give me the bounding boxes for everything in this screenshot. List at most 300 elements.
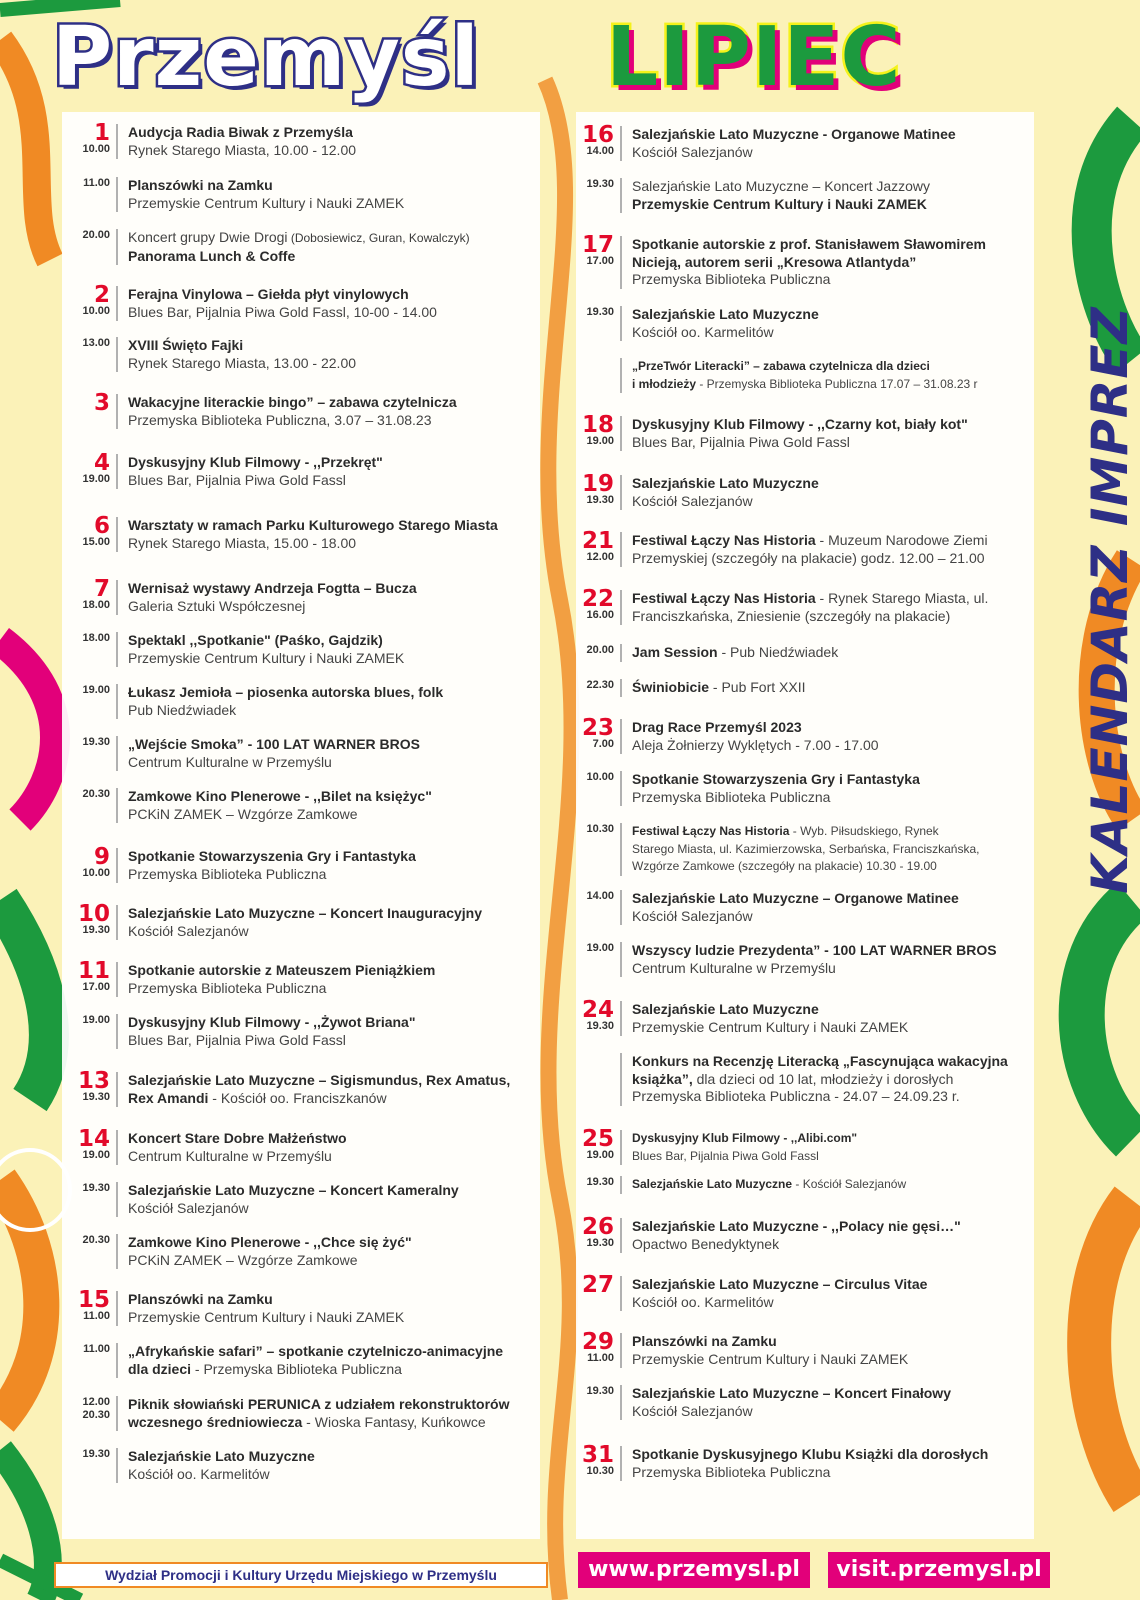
separator-line [620, 532, 622, 567]
event-time: 18.00 [82, 599, 110, 611]
event-title-line [128, 286, 437, 304]
event-time: 20.30 [82, 1234, 110, 1246]
separator-line [116, 1343, 118, 1378]
event-item [62, 513, 537, 552]
event-text [128, 848, 416, 883]
date-cell [62, 120, 116, 159]
event-time: 19.30 [586, 306, 614, 318]
date-cell [62, 1126, 116, 1165]
event-title-line [128, 1291, 404, 1309]
event-text [632, 306, 819, 341]
event-location: Kościół Salezjanów [128, 1199, 249, 1216]
event-time: 14.00 [586, 890, 614, 902]
event-location: Przemyskie Centrum Kultury i Nauki ZAMEK [632, 1018, 909, 1035]
event-title: Wakacyjne literackie bingo” – zabawa czytelnicza [128, 394, 457, 410]
event-title-2: Panorama Lunch & Coffe [128, 247, 296, 264]
date-cell [566, 715, 620, 754]
date-cell [62, 632, 116, 667]
event-time: 19.30 [82, 1448, 110, 1460]
event-title-line-2 [632, 376, 978, 394]
event-time-2: 20.30 [82, 1409, 110, 1421]
event-item [566, 232, 1046, 289]
event-text [128, 1343, 503, 1378]
event-time: 11.00 [587, 1352, 614, 1364]
event-title-line [632, 1276, 927, 1294]
event-title: Planszówki na Zamku [128, 1291, 273, 1307]
event-day: 3 [93, 390, 110, 416]
city-title: Przemyśl [52, 10, 480, 105]
event-time: 10.00 [586, 771, 614, 783]
event-item [566, 997, 1046, 1036]
event-item [62, 1448, 537, 1483]
event-title: Dyskusyjny Klub Filmowy - ,,Alibi.com" [632, 1131, 858, 1145]
event-title: Świniobicie [632, 679, 710, 695]
event-title-line [128, 848, 416, 866]
event-location: Rynek Starego Miasta, 10.00 - 12.00 [128, 141, 357, 158]
event-title-2: książka”, [632, 1070, 693, 1087]
event-location-2: Wzgórze Zamkowe (szczegóły na plakacie) 10.30 - 19.00 [632, 859, 937, 873]
date-cell [566, 823, 620, 876]
event-title-line [128, 1014, 415, 1032]
event-item [566, 942, 1046, 977]
event-text [128, 736, 420, 771]
date-cell [62, 1182, 116, 1217]
event-day: 23 [581, 715, 614, 741]
event-text [632, 1001, 908, 1036]
event-item [566, 1329, 1046, 1368]
event-location: Kościół oo. Karmelitów [632, 323, 774, 340]
event-day: 11 [77, 958, 110, 984]
date-cell [566, 1176, 620, 1194]
event-item [566, 644, 1046, 662]
event-detail: - Przemyska Biblioteka Publiczna 17.07 – 31.08.23 r [696, 376, 978, 391]
separator-line [116, 580, 118, 615]
event-item [62, 736, 537, 771]
event-location: Blues Bar, Pijalnia Piwa Gold Fassl, 10-00 - 14.00 [128, 303, 437, 320]
event-text [128, 1182, 459, 1217]
event-text [632, 890, 959, 925]
separator-line [116, 736, 118, 771]
event-title-line [632, 475, 819, 493]
event-text [128, 124, 356, 159]
event-item [62, 844, 537, 883]
event-text [128, 632, 404, 667]
event-item [62, 684, 537, 719]
event-name: Koncert grupy Dwie Drogi [128, 229, 288, 245]
event-title-line [632, 1053, 1008, 1071]
event-day: 9 [93, 844, 110, 870]
event-detail: - Wyb. Piłsudskiego, Rynek [789, 824, 939, 838]
event-text [128, 229, 470, 265]
website-link[interactable]: www.przemysl.pl [578, 1552, 810, 1588]
event-title: Dyskusyjny Klub Filmowy - ,,Czarny kot, biały kot" [632, 416, 968, 432]
event-title-line [128, 905, 482, 923]
event-title: Spotkanie Stowarzyszenia Gry i Fantastyka [128, 848, 416, 864]
event-item [566, 122, 1046, 161]
event-title: Salezjańskie Lato Muzyczne [128, 1448, 315, 1464]
event-item [566, 412, 1046, 451]
event-day: 2 [93, 282, 110, 308]
event-detail: - Kościół oo. Franciszkanów [208, 1089, 387, 1106]
event-day: 26 [581, 1214, 614, 1240]
event-title: Festiwal Łączy Nas Historia [632, 532, 816, 548]
event-location: Blues Bar, Pijalnia Piwa Gold Fassl [128, 471, 346, 488]
separator-line [116, 684, 118, 719]
separator-line [116, 1130, 118, 1165]
event-text [632, 236, 986, 289]
event-title-line [128, 1234, 412, 1252]
event-title: Wszyscy ludzie Prezydenta” - 100 LAT WARNER BROS [632, 942, 997, 958]
separator-line [116, 394, 118, 429]
event-time: 19.30 [586, 1237, 614, 1249]
event-title: Salezjańskie Lato Muzyczne – Sigismundus, Rex Amatus, [128, 1072, 511, 1088]
event-detail: - Pub Fort XXII [709, 679, 806, 695]
event-title-line [128, 394, 457, 412]
event-title: Łukasz Jemioła – piosenka autorska blues, folk [128, 684, 444, 700]
event-time: 19.30 [82, 924, 110, 936]
date-cell [62, 1287, 116, 1326]
event-title-line [632, 236, 986, 254]
event-location: Centrum Kulturalne w Przemyślu [128, 753, 332, 770]
event-text [128, 177, 404, 212]
event-title-line-2 [128, 1361, 503, 1379]
separator-line [620, 1333, 622, 1368]
event-location: Kościół oo. Karmelitów [128, 1465, 270, 1482]
separator-line [620, 590, 622, 625]
separator-line [116, 1072, 118, 1107]
event-time: 20.00 [82, 229, 110, 241]
event-time: 19.00 [82, 684, 110, 696]
separator-line [116, 1291, 118, 1326]
event-day: 10 [77, 901, 110, 927]
event-title-line [632, 358, 978, 376]
separator-line [116, 905, 118, 940]
event-title-line-2 [632, 254, 986, 272]
event-text [632, 1385, 951, 1420]
event-day: 13 [77, 1068, 110, 1094]
event-title: Warsztaty w ramach Parku Kulturowego Starego Miasta [128, 517, 498, 533]
event-title-line [632, 532, 988, 550]
event-time: 20.00 [586, 644, 614, 656]
event-title: Jam Session [632, 644, 718, 660]
event-item [566, 471, 1046, 510]
event-text [632, 416, 968, 451]
event-item [566, 771, 1046, 806]
separator-line [116, 229, 118, 265]
event-time: 19.00 [586, 1149, 614, 1161]
event-detail: - Pub Niedźwiadek [717, 644, 839, 660]
event-title-line [632, 823, 979, 841]
separator-line [116, 1182, 118, 1217]
event-title-line [128, 177, 404, 195]
event-text [632, 679, 806, 697]
event-detail: - Rynek Starego Miasta, ul. [815, 590, 989, 606]
event-time: 11.00 [83, 177, 110, 189]
event-title-line-2 [632, 1071, 1008, 1089]
separator-line [620, 475, 622, 510]
event-title-line-2 [128, 1414, 509, 1432]
event-location: PCKiN ZAMEK – Wzgórze Zamkowe [128, 805, 358, 822]
event-item [566, 823, 1046, 876]
date-cell [62, 958, 116, 997]
date-cell [62, 337, 116, 372]
event-text [128, 1072, 510, 1107]
event-day: 15 [77, 1287, 110, 1313]
event-title: Ferajna Vinylowa – Giełda płyt vinylowych [128, 286, 409, 302]
event-title-2: dla dzieci [128, 1360, 192, 1377]
event-item [566, 715, 1046, 754]
event-location: Aleja Żołnierzy Wyklętych - 7.00 - 17.00 [632, 736, 879, 753]
event-item [566, 1126, 1046, 1165]
event-text [128, 394, 457, 429]
separator-line [620, 416, 622, 451]
event-text [632, 1053, 1008, 1106]
event-title: Drag Race Przemyśl 2023 [632, 719, 802, 735]
event-location: Przemyska Biblioteka Publiczna [632, 271, 831, 287]
event-title: Zamkowe Kino Plenerowe - ,,Bilet na księżyc" [128, 788, 432, 804]
event-location: Kościół Salezjanów [128, 922, 249, 939]
event-item [62, 901, 537, 940]
event-text [632, 178, 930, 213]
date-cell [62, 844, 116, 883]
date-cell [62, 390, 116, 429]
event-time: 19.00 [82, 473, 110, 485]
event-title-2: Rex Amandi [128, 1089, 209, 1106]
event-title-line [632, 771, 920, 789]
event-detail: - Wioska Fantasy, Kuńkowce [302, 1413, 486, 1430]
event-title-2: wczesnego średniowiecza [128, 1413, 303, 1430]
event-time: 13.00 [82, 337, 110, 349]
event-text [632, 1276, 927, 1311]
event-title: Spotkanie Stowarzyszenia Gry i Fantastyka [632, 771, 920, 787]
date-cell [566, 679, 620, 697]
event-title: Salezjańskie Lato Muzyczne – Koncert Kameralny [128, 1182, 459, 1198]
separator-line [116, 632, 118, 667]
date-cell [566, 528, 620, 567]
event-title-line [632, 1176, 906, 1194]
date-cell [62, 901, 116, 940]
event-item [566, 358, 1046, 393]
month-title: LIPIEC [606, 10, 902, 105]
date-cell [62, 282, 116, 321]
event-text [128, 905, 482, 940]
separator-line [620, 942, 622, 977]
event-text [128, 962, 435, 997]
event-title: Planszówki na Zamku [128, 177, 273, 193]
event-location: Przemyska Biblioteka Publiczna [632, 1463, 831, 1480]
event-title: Piknik słowiański PERUNICA z udziałem rekonstruktorów [128, 1396, 510, 1412]
event-location: Kościół Salezjanów [632, 143, 753, 160]
event-item [62, 177, 537, 212]
separator-line [620, 1446, 622, 1481]
event-title-line [128, 580, 417, 598]
separator-line [620, 771, 622, 806]
event-title: „PrzeTwór Literacki” – zabawa czytelnicza dla dzieci [632, 359, 930, 373]
footer-organizer: Wydział Promocji i Kultury Urzędu Miejskiego w Przemyślu [54, 1562, 548, 1588]
event-day: 17 [581, 232, 614, 258]
date-cell [62, 450, 116, 489]
event-title: Konkurs na Recenzję Literacką „Fascynująca wakacyjna [632, 1053, 1008, 1069]
event-title-line-2 [632, 196, 930, 214]
event-item [62, 1396, 537, 1431]
event-title-line [128, 1072, 510, 1090]
date-cell [566, 122, 620, 161]
event-time: 12.00 [586, 551, 614, 563]
separator-line [116, 1234, 118, 1269]
event-item [566, 679, 1046, 697]
event-time: 19.30 [82, 736, 110, 748]
event-title-line [632, 644, 838, 662]
event-detail: - Muzeum Narodowe Ziemi [815, 532, 988, 548]
event-item [566, 1214, 1046, 1253]
event-time: 10.00 [82, 143, 110, 155]
event-time: 20.30 [82, 788, 110, 800]
event-text [632, 1176, 906, 1194]
event-detail: - Kościół Salezjanów [792, 1177, 907, 1191]
event-location: Blues Bar, Pijalnia Piwa Gold Fassl [128, 1031, 346, 1048]
separator-line [116, 337, 118, 372]
event-location: Przemyska Biblioteka Publiczna [128, 865, 327, 882]
separator-line [620, 178, 622, 213]
event-item [566, 1176, 1046, 1194]
event-title-line [632, 1130, 857, 1148]
event-time: 10.00 [82, 305, 110, 317]
event-time: 10.30 [586, 823, 614, 835]
event-location: Franciszkańska, Zniesienie (szczegóły na plakacie) [632, 607, 951, 624]
event-title-2: Nicieją, autorem serii „Kresowa Atlantyda” [632, 253, 917, 270]
event-title-line [128, 229, 470, 248]
date-cell [62, 576, 116, 615]
event-location: Blues Bar, Pijalnia Piwa Gold Fassl [632, 433, 850, 450]
event-location: Starego Miasta, ul. Kazimierzowska, Serbańska, Franciszkańska, [632, 841, 980, 856]
event-title: Spotkanie Dyskusyjnego Klubu Książki dla dorosłych [632, 1446, 989, 1462]
event-day: 14 [77, 1126, 110, 1152]
visit-website-link[interactable]: visit.przemysl.pl [828, 1552, 1050, 1588]
date-cell [566, 358, 620, 393]
event-day: 4 [93, 450, 110, 476]
event-title: Koncert Stare Dobre Małżeństwo [128, 1130, 347, 1146]
event-location: Kościół Salezjanów [632, 907, 753, 924]
event-time: 22.30 [586, 679, 614, 691]
event-title: Spotkanie autorskie z Mateuszem Pieniążkiem [128, 962, 436, 978]
date-cell [566, 586, 620, 625]
event-text [632, 644, 838, 662]
event-item [566, 306, 1046, 341]
event-location: Opactwo Benedyktynek [632, 1235, 780, 1252]
event-item [62, 576, 537, 615]
event-title: Dyskusyjny Klub Filmowy - ,,Przekręt" [128, 454, 383, 470]
event-day: 1 [93, 120, 110, 146]
separator-line [116, 848, 118, 883]
event-time: 12.00 [82, 1396, 110, 1408]
event-location: Pub Niedźwiadek [128, 701, 237, 718]
date-cell [566, 890, 620, 925]
date-cell [62, 788, 116, 823]
event-title-line [128, 1130, 347, 1148]
separator-line [116, 517, 118, 552]
event-title: Festiwal Łączy Nas Historia [632, 824, 790, 838]
separator-line [620, 890, 622, 925]
event-text [632, 1218, 961, 1253]
event-title: Salezjańskie Lato Muzyczne [632, 1177, 793, 1191]
event-text [632, 1333, 908, 1368]
event-text [128, 1014, 415, 1049]
event-day: 31 [581, 1442, 614, 1468]
event-title: Spektakl ,,Spotkanie" (Paśko, Gajdzik) [128, 632, 383, 648]
event-title-line [128, 632, 404, 650]
event-item [62, 337, 537, 372]
separator-line [116, 788, 118, 823]
date-cell [566, 1053, 620, 1106]
event-item [62, 1234, 537, 1269]
date-cell [566, 1329, 620, 1368]
event-title-line [632, 679, 806, 697]
separator-line [116, 1448, 118, 1483]
date-cell [566, 942, 620, 977]
event-title-line [128, 962, 435, 980]
date-cell [566, 232, 620, 289]
separator-line [116, 286, 118, 321]
date-cell [62, 736, 116, 771]
event-detail: - Przemyska Biblioteka Publiczna [191, 1360, 402, 1377]
event-time: 19.30 [82, 1182, 110, 1194]
date-cell [566, 1272, 620, 1311]
event-location: PCKiN ZAMEK – Wzgórze Zamkowe [128, 1251, 358, 1268]
event-item [566, 178, 1046, 213]
separator-line [620, 358, 622, 393]
date-cell [566, 771, 620, 806]
event-time: 19.30 [586, 1020, 614, 1032]
event-time: 16.00 [586, 609, 614, 621]
event-title-line [632, 1385, 951, 1403]
event-item [62, 282, 537, 321]
date-cell [62, 229, 116, 265]
event-text [128, 788, 432, 823]
event-title: „Afrykańskie safari” – spotkanie czytelniczo-animacyjne [128, 1343, 504, 1359]
event-time: 18.00 [82, 632, 110, 644]
event-item [566, 528, 1046, 567]
event-item [62, 788, 537, 823]
event-title: Salezjańskie Lato Muzyczne – Koncert Finałowy [632, 1385, 951, 1401]
event-day: 21 [581, 528, 614, 554]
event-title: Salezjańskie Lato Muzyczne – Organowe Matinee [632, 890, 959, 906]
event-title-line [632, 1333, 908, 1351]
event-title-line [632, 178, 930, 196]
separator-line [620, 306, 622, 341]
event-time: 19.00 [82, 1149, 110, 1161]
event-text [128, 1448, 315, 1483]
event-text [128, 286, 437, 321]
event-text [632, 771, 920, 806]
separator-line [116, 177, 118, 212]
event-time: 17.00 [586, 255, 614, 267]
event-title-2: Przemyskie Centrum Kultury i Nauki ZAMEK [632, 195, 927, 212]
date-cell [566, 178, 620, 213]
event-time: 19.30 [586, 1176, 614, 1188]
event-text [632, 942, 997, 977]
event-title-line [632, 1218, 961, 1236]
event-time: 19.30 [82, 1091, 110, 1103]
event-item [566, 1385, 1046, 1420]
separator-line [116, 1396, 118, 1431]
event-item [566, 890, 1046, 925]
date-cell [566, 1442, 620, 1481]
event-text [128, 337, 356, 372]
event-location: Przemyskiej (szczegóły na plakacie) godz. 12.00 – 21.00 [632, 549, 985, 566]
event-title-line [632, 126, 956, 144]
event-item [62, 390, 537, 429]
separator-line [620, 1053, 622, 1106]
